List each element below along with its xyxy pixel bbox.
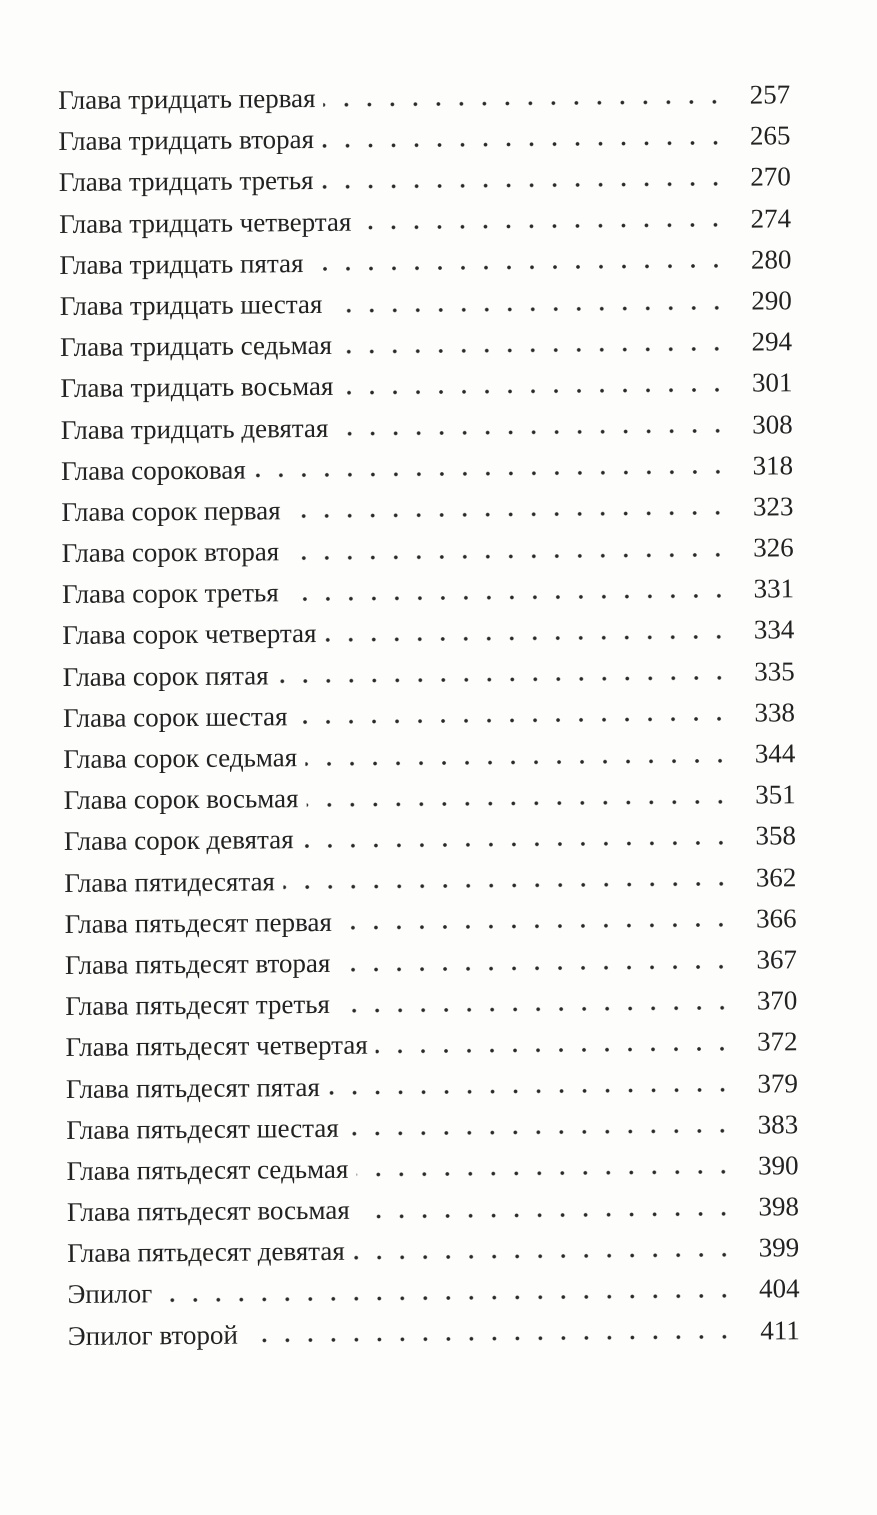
toc-entry-title: Глава пятьдесят шестая — [66, 1112, 339, 1145]
dot-leader — [307, 797, 732, 810]
dot-leader — [341, 385, 728, 398]
toc-entry-page-number: 372 — [756, 1026, 798, 1057]
toc-entry-page-number: 344 — [754, 738, 796, 769]
toc-entry-title: Глава пятьдесят четвертая — [65, 1029, 368, 1063]
dot-leader — [287, 549, 730, 562]
toc-entry-page-number: 257 — [749, 79, 791, 110]
toc-entry-title: Глава пятьдесят третья — [65, 989, 331, 1022]
toc-entry — [66, 1063, 798, 1110]
toc-entry — [68, 1310, 800, 1357]
dot-leader — [295, 714, 731, 727]
toc-entry — [64, 857, 796, 904]
toc-entry — [60, 363, 792, 410]
dot-leader — [283, 879, 732, 893]
toc-entry — [64, 898, 796, 945]
dot-leader — [325, 632, 731, 645]
toc-entry — [60, 280, 792, 327]
dot-leader — [340, 343, 728, 356]
toc-entry-page-number: 326 — [753, 532, 794, 563]
toc-entry-title: Глава сорок вторая — [61, 536, 280, 569]
toc-entry-page-number: 367 — [756, 944, 798, 975]
toc-entry-title: Глава тридцать девятая — [60, 412, 329, 445]
toc-entry — [61, 445, 793, 492]
toc-entry — [62, 610, 794, 657]
toc-entry-title: Глава сорок восьмая — [63, 783, 299, 816]
toc-entry-page-number: 318 — [752, 449, 794, 481]
dot-leader — [287, 591, 730, 604]
dot-leader — [289, 508, 730, 521]
dot-leader — [338, 1002, 733, 1015]
toc-entry-title: Глава пятьдесят девятая — [67, 1236, 345, 1269]
dot-leader — [246, 1332, 736, 1346]
toc-entry — [61, 404, 793, 451]
toc-entry-page-number: 358 — [755, 820, 797, 851]
dot-leader — [305, 755, 731, 768]
toc-entry-page-number: 366 — [755, 902, 797, 934]
toc-entry — [66, 1104, 798, 1151]
toc-entry — [59, 157, 791, 204]
dot-leader — [358, 1208, 735, 1221]
dot-leader — [311, 261, 727, 274]
toc-entry-page-number: 383 — [757, 1108, 799, 1140]
toc-entry — [61, 486, 793, 533]
toc-entry-title: Глава пятьдесят восьмая — [66, 1194, 350, 1228]
toc-entry-title: Глава тридцать вторая — [58, 124, 315, 157]
dot-leader — [254, 467, 729, 481]
toc-entry-page-number: 335 — [754, 655, 795, 687]
toc-entry — [64, 816, 796, 863]
dot-leader — [160, 1291, 735, 1306]
dot-leader — [277, 673, 731, 687]
dot-leader — [323, 96, 726, 109]
toc-entry — [59, 239, 791, 286]
toc-entry-page-number: 323 — [752, 491, 794, 522]
toc-entry-page-number: 404 — [758, 1273, 800, 1304]
toc-entry-page-number: 331 — [753, 573, 795, 604]
toc-entry-page-number: 308 — [752, 408, 793, 440]
toc-entry-page-number: 399 — [758, 1232, 800, 1263]
toc-entry — [62, 568, 794, 615]
dot-leader — [347, 1126, 735, 1139]
toc-entry-page-number: 294 — [751, 326, 793, 357]
toc-entry — [63, 651, 795, 698]
toc-entry-title: Глава сорок седьмая — [63, 742, 298, 774]
toc-entry-title: Глава пятьдесят первая — [64, 906, 332, 939]
toc-entry — [59, 198, 791, 245]
toc-entry-page-number: 370 — [756, 985, 798, 1016]
toc-entry — [65, 1022, 797, 1069]
dot-leader — [322, 179, 727, 192]
toc-entry-title: Глава пятидесятая — [64, 865, 276, 898]
dot-leader — [340, 920, 733, 933]
toc-entry — [67, 1227, 799, 1274]
toc-entry — [58, 74, 790, 121]
dot-leader — [330, 302, 728, 315]
toc-entry — [62, 527, 794, 574]
toc-entry-title: Глава тридцать восьмая — [60, 371, 334, 404]
toc-entry-page-number: 334 — [753, 614, 795, 645]
toc-entry — [60, 321, 792, 368]
toc-entry-page-number: 280 — [750, 243, 792, 275]
toc-entry-title: Глава пятьдесят вторая — [64, 947, 331, 980]
toc-entry-title: Глава сорок третья — [61, 577, 279, 610]
toc-entry-page-number: 290 — [751, 285, 792, 316]
toc-entry — [63, 733, 795, 780]
toc-entry-page-number: 274 — [750, 202, 792, 234]
toc-entry-page-number: 338 — [754, 697, 796, 728]
toc-entry-page-number: 390 — [757, 1150, 799, 1181]
toc-entry-page-number: 270 — [750, 161, 791, 192]
toc-entry — [67, 1269, 799, 1316]
toc-entry-page-number: 411 — [760, 1314, 800, 1346]
toc-entry-title: Глава тридцать четвертая — [59, 206, 352, 239]
toc-entry-page-number: 265 — [749, 120, 791, 151]
toc-entry-title: Глава тридцать первая — [58, 82, 316, 115]
toc-entry-title: Глава пятьдесят пятая — [65, 1071, 320, 1104]
toc-entry-page-number: 398 — [758, 1191, 799, 1222]
table-of-contents — [58, 74, 800, 1357]
toc-entry-title: Глава сорок шестая — [62, 701, 288, 733]
dot-leader — [376, 1044, 734, 1057]
toc-entry-page-number: 379 — [757, 1067, 799, 1099]
toc-entry-title: Глава сорок пятая — [62, 659, 269, 692]
toc-entry-title: Глава тридцать пятая — [59, 247, 304, 280]
toc-entry-title: Глава сорок девятая — [63, 824, 294, 857]
dot-leader — [328, 1085, 734, 1098]
toc-entry-title: Глава тридцать седьмая — [59, 329, 333, 363]
toc-entry-page-number: 351 — [755, 779, 796, 810]
toc-entry — [58, 115, 790, 162]
dot-leader — [338, 961, 733, 974]
toc-entry-title: Глава тридцать шестая — [59, 288, 323, 321]
toc-entry-title: Глава сорок первая — [61, 495, 281, 527]
dot-leader — [359, 220, 727, 233]
toc-entry-title: Глава тридцать третья — [58, 165, 314, 198]
toc-entry-title: Глава сорок четвертая — [62, 618, 317, 651]
toc-entry — [65, 980, 797, 1027]
toc-entry-page-number: 362 — [755, 861, 797, 893]
toc-entry — [67, 1186, 799, 1233]
toc-entry-title: Эпилог второй — [67, 1319, 238, 1351]
toc-entry-title: Глава сороковая — [60, 454, 246, 486]
toc-entry — [63, 774, 795, 821]
dot-leader — [302, 838, 732, 851]
toc-entry — [66, 1145, 798, 1192]
dot-leader — [322, 138, 727, 151]
dot-leader — [356, 1167, 734, 1180]
toc-entry — [63, 692, 795, 739]
dot-leader — [336, 426, 728, 439]
toc-entry-page-number: 301 — [751, 367, 793, 398]
toc-entry-title: Глава пятьдесят седьмая — [66, 1153, 349, 1186]
toc-entry — [65, 939, 797, 986]
toc-entry-title: Эпилог — [67, 1278, 153, 1310]
dot-leader — [353, 1250, 736, 1263]
